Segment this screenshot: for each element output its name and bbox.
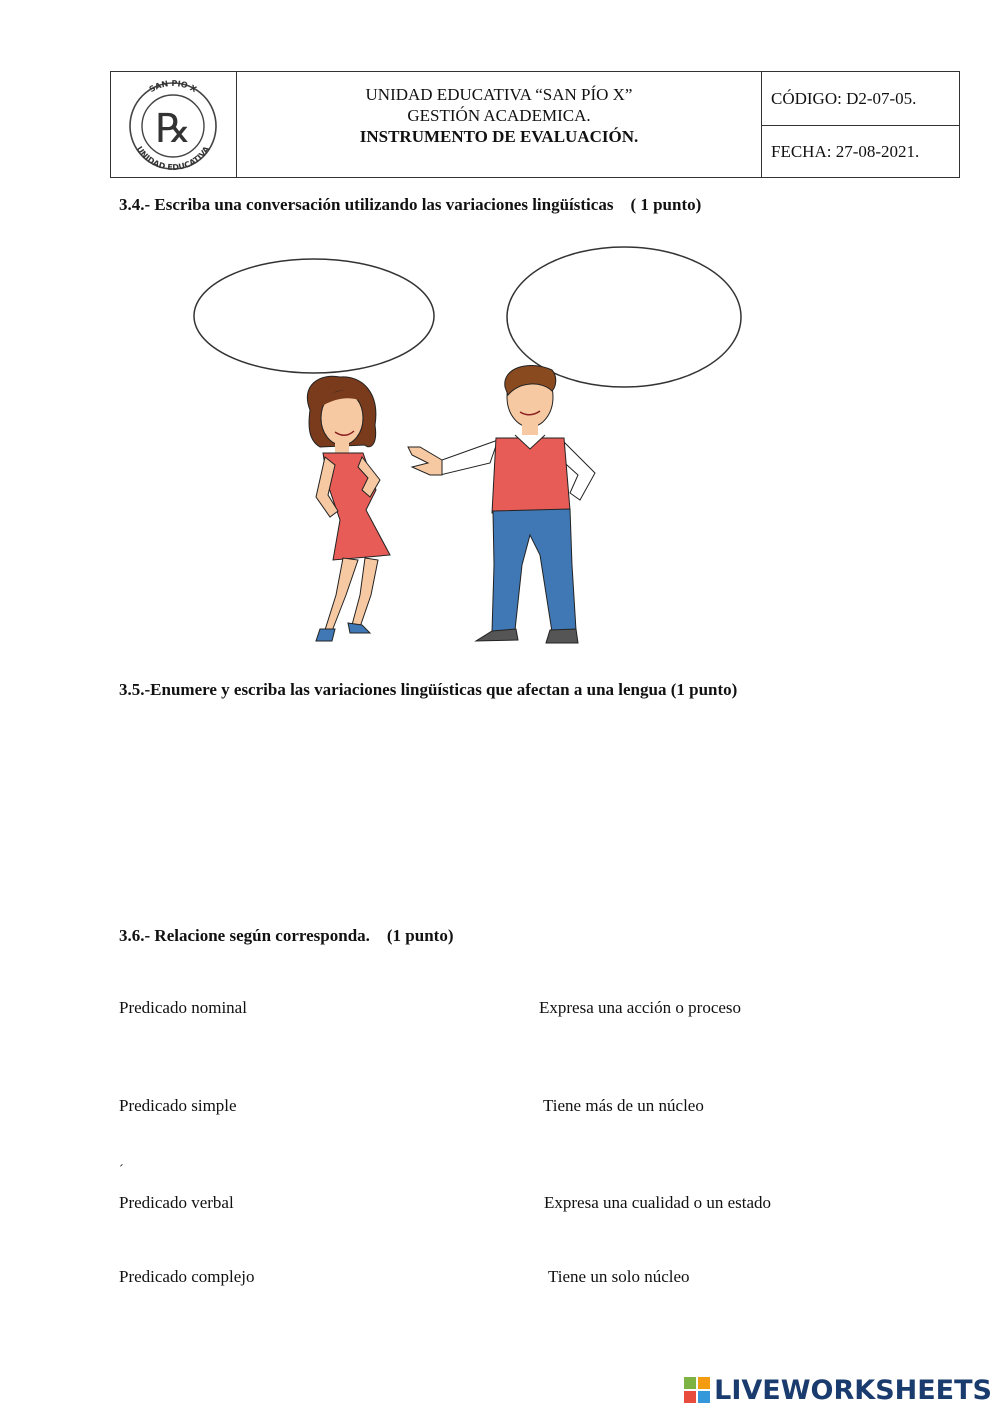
match-right-3[interactable]: Expresa una cualidad o un estado xyxy=(544,1193,772,1212)
school-name: UNIDAD EDUCATIVA “SAN PÍO X” xyxy=(365,85,633,104)
answer-area-3-5[interactable] xyxy=(119,712,960,902)
school-logo xyxy=(111,72,235,176)
match-left-2[interactable]: Predicado simple xyxy=(119,1096,237,1115)
logo-top-text: SAN PIO X xyxy=(147,78,199,95)
question-3-6: 3.6.- Relacione según corresponda. (1 punto) xyxy=(119,926,454,945)
footer-brand xyxy=(684,1375,992,1405)
speech-bubble-right[interactable] xyxy=(507,247,741,387)
meta-cell xyxy=(761,72,959,177)
match-left-3[interactable]: Predicado verbal xyxy=(119,1193,234,1212)
svg-text:SAN PIO X xyxy=(148,79,199,95)
document-type: INSTRUMENTO DE EVALUACIÓN. xyxy=(359,127,639,146)
title-cell xyxy=(237,72,761,177)
question-3-4: 3.4.- Escriba una conversación utilizando las variaciones lingüísticas ( 1 punto) xyxy=(119,195,702,214)
logo-bottom-text: UNIDAD EDUCATIVA xyxy=(134,144,212,173)
match-right-1[interactable]: Expresa una acción o proceso xyxy=(539,998,742,1017)
man-figure xyxy=(408,365,595,643)
department-name: GESTIÓN ACADEMICA. xyxy=(407,106,591,125)
document-date: FECHA: 27-08-2021. xyxy=(771,142,920,161)
woman-figure xyxy=(307,376,390,641)
header-table xyxy=(110,71,960,178)
footer-brand-text: LIVEWORKSHEETS xyxy=(714,1374,992,1406)
question-3-5: 3.5.-Enumere y escriba las variaciones lingüísticas que afectan a una lengua (1 punto) xyxy=(119,680,738,699)
match-left-4[interactable]: Predicado complejo xyxy=(119,1267,255,1286)
meta-divider xyxy=(762,125,960,126)
logo-monogram: ℞ xyxy=(155,106,191,152)
stray-mark: ´ xyxy=(119,1163,124,1178)
document-code: CÓDIGO: D2-07-05. xyxy=(771,89,917,108)
match-left-1[interactable]: Predicado nominal xyxy=(119,998,247,1017)
speech-bubble-left[interactable] xyxy=(194,259,434,373)
conversation-illustration xyxy=(180,235,760,655)
match-right-2[interactable]: Tiene más de un núcleo xyxy=(543,1096,704,1115)
logo-cell xyxy=(111,72,237,177)
liveworksheets-logo-icon xyxy=(684,1377,710,1403)
match-right-4[interactable]: Tiene un solo núcleo xyxy=(548,1267,690,1286)
